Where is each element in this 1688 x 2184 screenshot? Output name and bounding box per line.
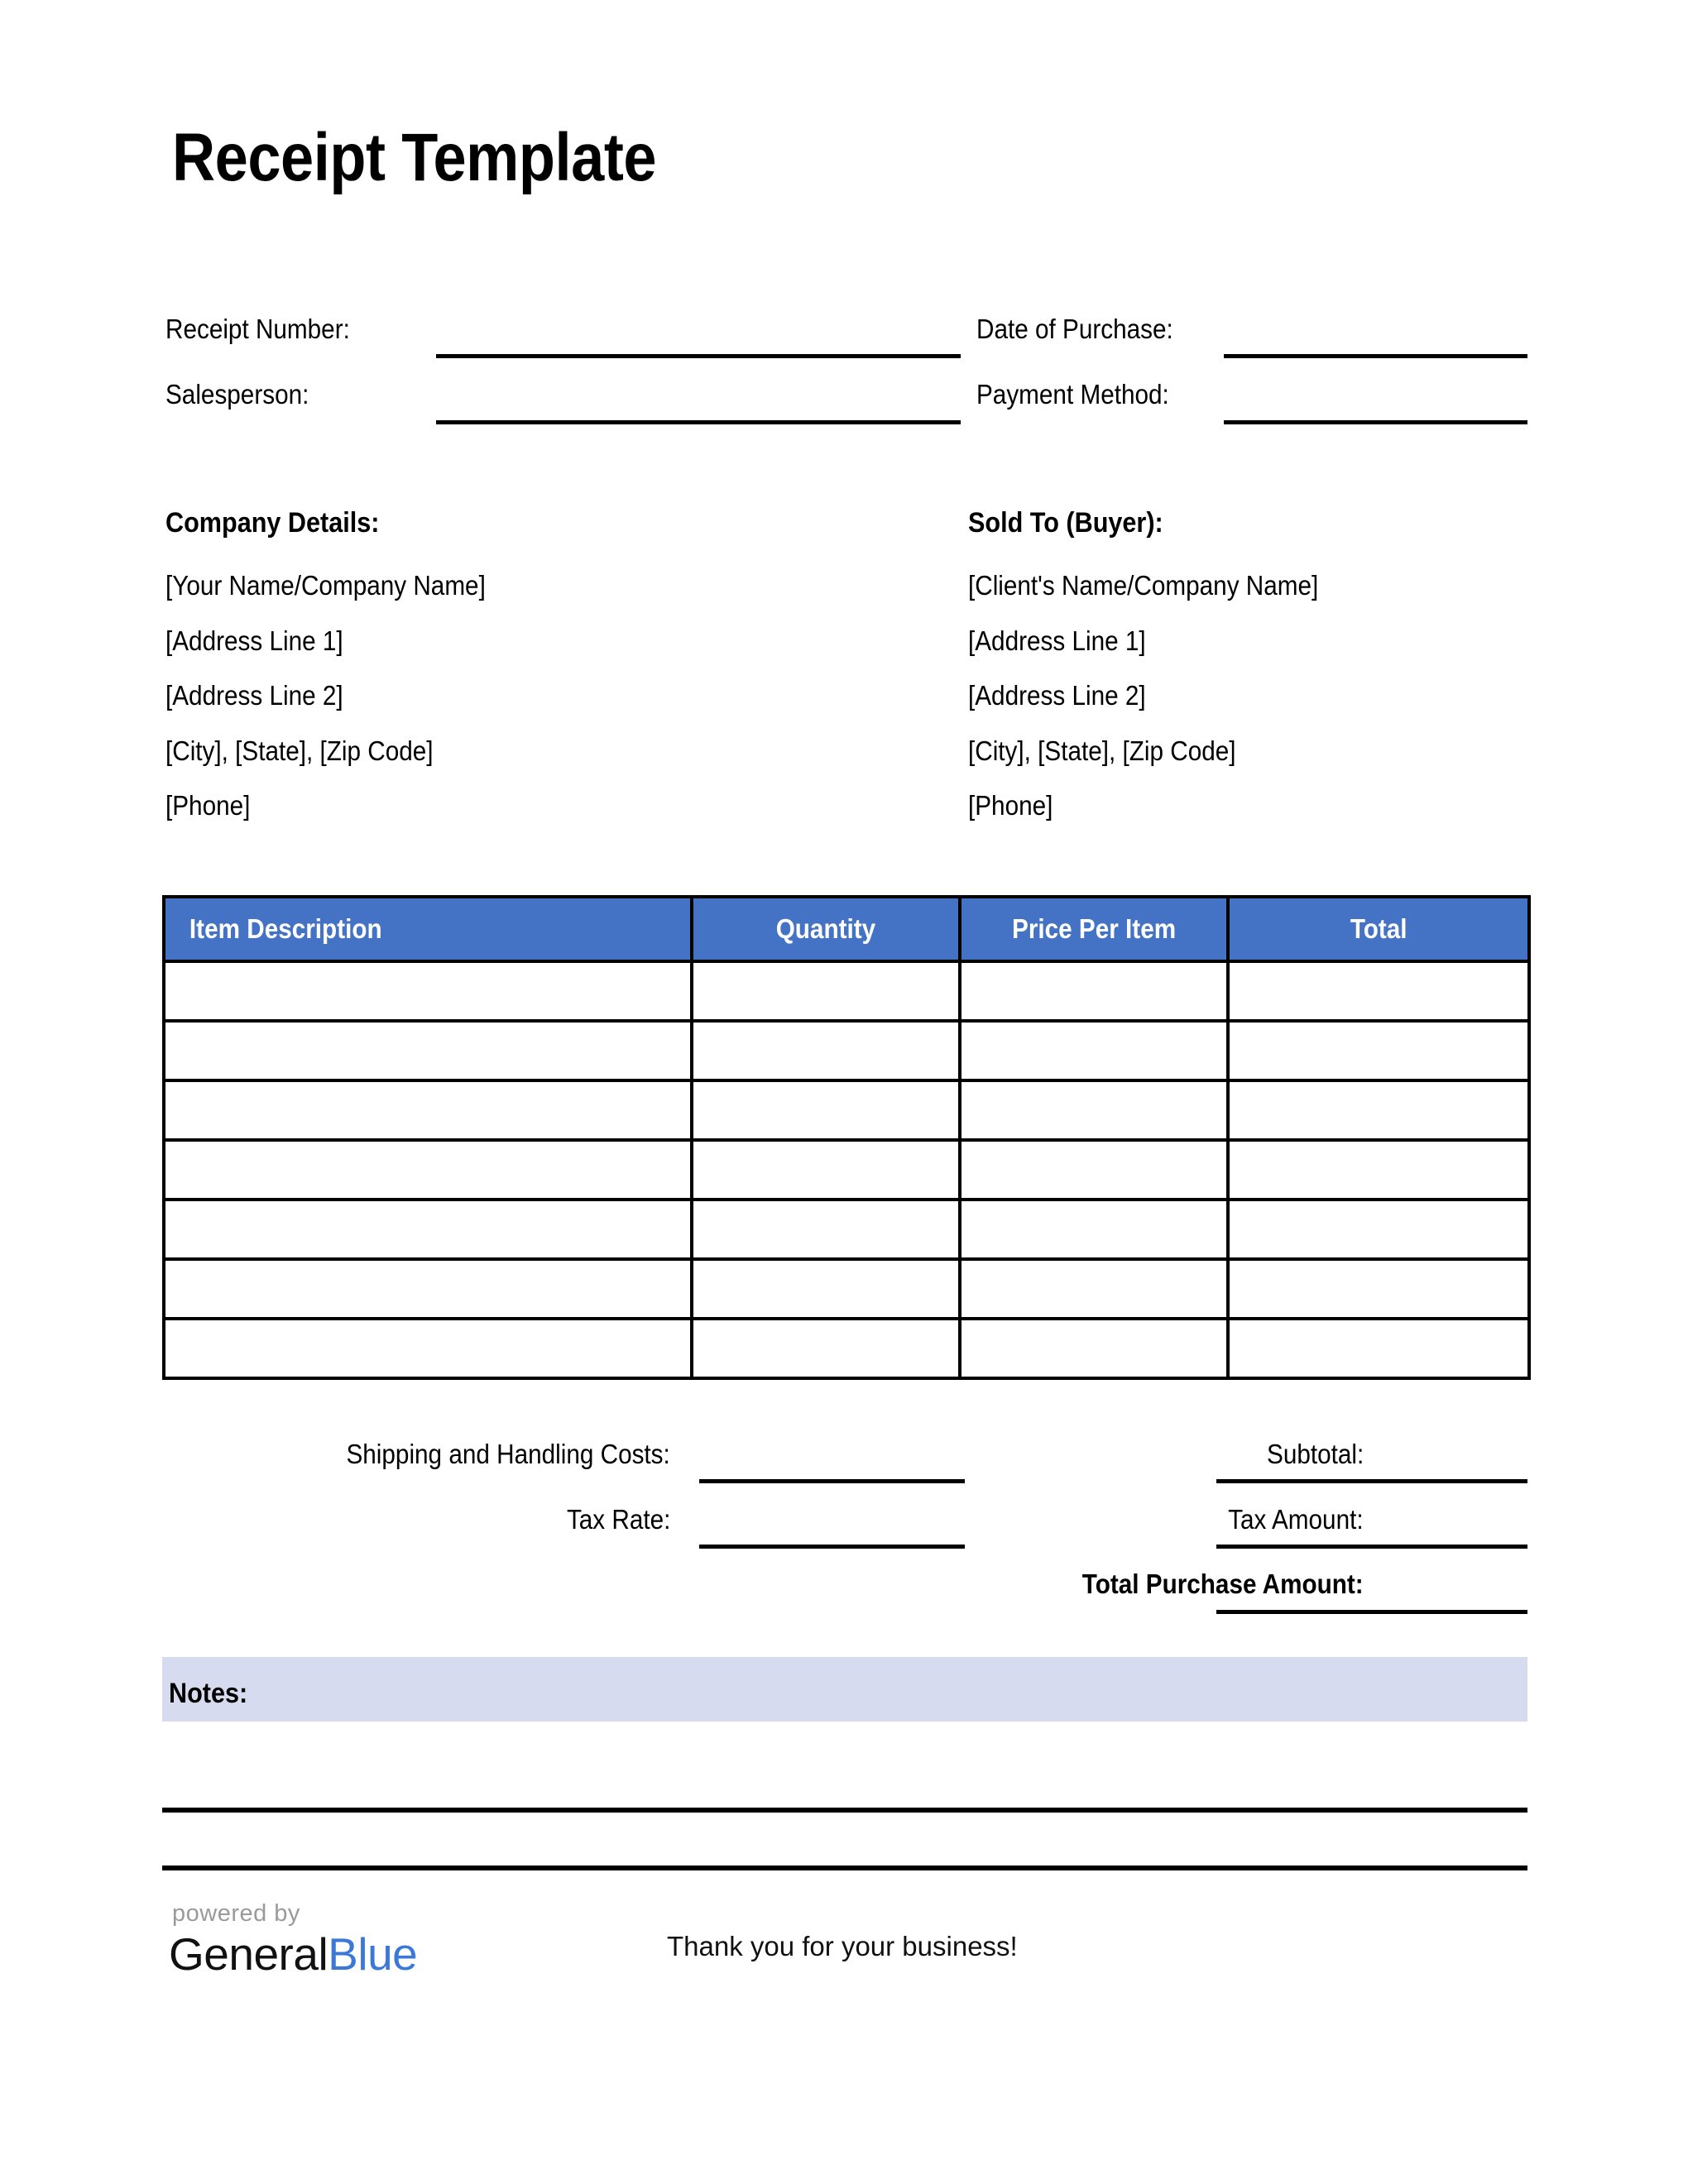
cell-item-description[interactable] bbox=[164, 1080, 692, 1140]
cell-total[interactable] bbox=[1228, 1319, 1529, 1378]
notes-label: Notes: bbox=[169, 1678, 248, 1709]
sold-to-heading: Sold To (Buyer): bbox=[968, 507, 1163, 539]
total-purchase-amount-label: Total Purchase Amount: bbox=[1082, 1569, 1364, 1599]
sold-to-line: [Address Line 2] bbox=[968, 680, 1146, 711]
cell-total[interactable] bbox=[1228, 961, 1529, 1021]
tax-rate-label: Tax Rate: bbox=[566, 1504, 670, 1535]
payment-method-label: Payment Method: bbox=[976, 379, 1169, 410]
company-details-line: [Your Name/Company Name] bbox=[165, 570, 486, 601]
column-header-label: Quantity bbox=[775, 913, 876, 944]
salesperson-label: Salesperson: bbox=[165, 379, 309, 410]
table-row bbox=[164, 1080, 1529, 1140]
cell-total[interactable] bbox=[1228, 1140, 1529, 1200]
sold-to-line: [City], [State], [Zip Code] bbox=[968, 735, 1236, 766]
date-of-purchase-label: Date of Purchase: bbox=[976, 314, 1173, 344]
column-header-quantity bbox=[692, 897, 960, 961]
cell-item-description[interactable] bbox=[164, 1140, 692, 1200]
table-row bbox=[164, 1021, 1529, 1080]
cell-total[interactable] bbox=[1228, 1021, 1529, 1080]
table-row bbox=[164, 1319, 1529, 1378]
column-header-price-per-item bbox=[960, 897, 1228, 961]
cell-price-per-item[interactable] bbox=[960, 1080, 1228, 1140]
column-header-total bbox=[1228, 897, 1529, 961]
receipt-number-input[interactable] bbox=[436, 354, 961, 358]
powered-by-label: powered by bbox=[172, 1900, 300, 1927]
receipt-number-label: Receipt Number: bbox=[165, 314, 350, 344]
table-row bbox=[164, 1200, 1529, 1259]
cell-price-per-item[interactable] bbox=[960, 961, 1228, 1021]
tax-rate-input[interactable] bbox=[699, 1545, 965, 1549]
salesperson-input[interactable] bbox=[436, 420, 961, 424]
total-purchase-amount-input[interactable] bbox=[1216, 1610, 1527, 1614]
company-details-line: [Phone] bbox=[165, 790, 251, 821]
subtotal-input[interactable] bbox=[1216, 1479, 1527, 1483]
cell-item-description[interactable] bbox=[164, 1259, 692, 1319]
cell-total[interactable] bbox=[1228, 1259, 1529, 1319]
sold-to-line: [Address Line 1] bbox=[968, 625, 1146, 656]
thank-you-message: Thank you for your business! bbox=[667, 1931, 1018, 1961]
date-of-purchase-input[interactable] bbox=[1224, 354, 1527, 358]
cell-quantity[interactable] bbox=[692, 1200, 960, 1259]
payment-method-input[interactable] bbox=[1224, 420, 1527, 424]
company-details-line: [Address Line 1] bbox=[165, 625, 343, 656]
company-details-line: [City], [State], [Zip Code] bbox=[165, 735, 434, 766]
cell-quantity[interactable] bbox=[692, 1021, 960, 1080]
sold-to-line: [Phone] bbox=[968, 790, 1053, 821]
notes-line-1[interactable] bbox=[162, 1808, 1527, 1813]
table-row bbox=[164, 961, 1529, 1021]
column-header-label: Price Per Item bbox=[1011, 913, 1177, 944]
cell-price-per-item[interactable] bbox=[960, 1140, 1228, 1200]
company-details-line: [Address Line 2] bbox=[165, 680, 343, 711]
cell-total[interactable] bbox=[1228, 1200, 1529, 1259]
cell-price-per-item[interactable] bbox=[960, 1319, 1228, 1378]
items-table bbox=[162, 895, 1531, 1380]
shipping-handling-label: Shipping and Handling Costs: bbox=[346, 1439, 670, 1469]
column-header-label: Item Description bbox=[189, 913, 382, 944]
cell-item-description[interactable] bbox=[164, 1200, 692, 1259]
cell-item-description[interactable] bbox=[164, 1021, 692, 1080]
tax-amount-label: Tax Amount: bbox=[1228, 1504, 1364, 1535]
notes-section[interactable] bbox=[162, 1657, 1527, 1722]
shipping-handling-input[interactable] bbox=[699, 1479, 965, 1483]
subtotal-label: Subtotal: bbox=[1266, 1439, 1364, 1469]
cell-price-per-item[interactable] bbox=[960, 1200, 1228, 1259]
cell-quantity[interactable] bbox=[692, 1259, 960, 1319]
notes-line-2[interactable] bbox=[162, 1866, 1527, 1870]
column-header-item-description bbox=[164, 897, 692, 961]
sold-to-line: [Client's Name/Company Name] bbox=[968, 570, 1319, 601]
cell-total[interactable] bbox=[1228, 1080, 1529, 1140]
cell-quantity[interactable] bbox=[692, 1080, 960, 1140]
cell-quantity[interactable] bbox=[692, 961, 960, 1021]
cell-item-description[interactable] bbox=[164, 1319, 692, 1378]
cell-price-per-item[interactable] bbox=[960, 1021, 1228, 1080]
cell-quantity[interactable] bbox=[692, 1140, 960, 1200]
cell-quantity[interactable] bbox=[692, 1319, 960, 1378]
brand-blue-text: Blue bbox=[328, 1928, 418, 1980]
column-header-label: Total bbox=[1350, 913, 1407, 944]
cell-item-description[interactable] bbox=[164, 961, 692, 1021]
tax-amount-input[interactable] bbox=[1216, 1545, 1527, 1549]
cell-price-per-item[interactable] bbox=[960, 1259, 1228, 1319]
generalblue-logo bbox=[169, 1928, 417, 1980]
page-title: Receipt Template bbox=[172, 120, 657, 195]
brand-general-text: General bbox=[169, 1928, 328, 1980]
items-table-header-row bbox=[164, 897, 1529, 961]
table-row bbox=[164, 1259, 1529, 1319]
table-row bbox=[164, 1140, 1529, 1200]
company-details-heading: Company Details: bbox=[165, 507, 380, 539]
